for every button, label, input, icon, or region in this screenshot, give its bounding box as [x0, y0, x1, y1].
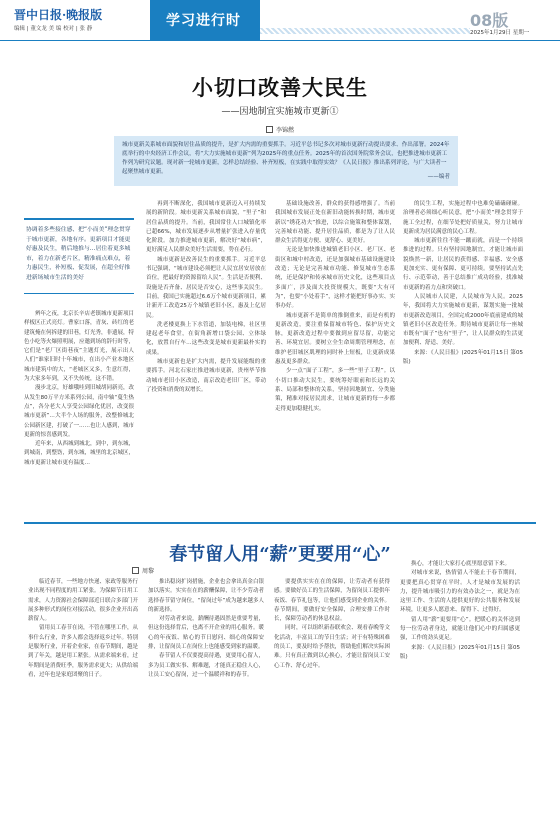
article-column-3 — [275, 200, 395, 516]
article-column-4 — [403, 200, 523, 516]
article2-column-1 — [28, 578, 138, 790]
paragraph: 换心，才能让大家打心底里愿意留下来。 — [411, 561, 511, 567]
article-subtitle: ——因地制宜实施城市更新① — [221, 107, 339, 117]
author-box-icon — [266, 126, 273, 133]
paragraph: 辨年之夜，北京长辛店老镇城市更新项目样板区正式亮灯。曹家口落，青灰、砖红的老建筑掩在何拆建的旧巷，灯光秀，非遗展，特色小吃等火爆照明展，应邀到场的辞行时等，它们是“老厂区街巷夜”主题灯光，展示出人人们“谁家旧时十年城市，在出小产业本地区城市建筑中的大，“老城区又多，生意红得，为大家多年到，又不失传统，这不错。 — [24, 311, 134, 383]
article2-column-4 — [400, 560, 520, 790]
editor-credits: 编辑 | 董文龙 美 编 校对 | 张 静 — [14, 26, 93, 32]
author-box-icon — [132, 567, 139, 574]
paragraph: 留用员工春节在岗，不管在哪里工作，从事什么行业，许多人都会选择返乡过年。特别是服务行业，开着企业家，在春节期间，越是到了年关，越是用工紧张。从需求端来看，过年期间是消费旺季，服务需求更大；从供给端看，过年也是家庭团聚的日子。 — [28, 625, 138, 678]
paragraph: 漫步北京，好雄哦哇到旧城胡同新亮，改从发生80万平方米系列公园，南中轴“蔓生热点”，各分老大人享受公园绿化优居，改变很城市更新”…大半个人场的服务，改整修城北公园新区建，打破了一……也让人感到，城市更新的惊喜感到发。 — [24, 385, 134, 438]
page-number: 08版 — [470, 11, 509, 30]
paragraph: 再到不断深化，我国城市更新迈入可持续发展的新阶段。城市更新关系城市面貌，“里子”和居住品质的提升。当前，我国常住人口城镇化率已超66%，城市发展逐步从增量扩张进入存量优化阶段。加力推进城市更新，解决好“城市病”，更好满足人民群众美好生活需要，势在必行。 — [146, 201, 266, 254]
paragraph: 人民城市人民建，人民城市为人民。2025年，我国将大力实施城市更新，谋划实施一批城市更新改造项目，全国完成2000年底前建成的城镇老旧小区改造任务。期待城市更新让每一座城市既有“面子”也有“里子”，让人民群众的生活更加便利、舒适、美好。 — [403, 293, 523, 347]
paragraph: 无论是加快推进城镇老旧小区、老厂区、老街区和城中村改造，还是加强城市基础设施建设改造；无论是完善城市功能、修复城市生态系统，还是保护和传承城市历史文化，这些项目点多面广，涉及面大投资规模大，既要“大有可为”，也要“小处着手”，这样才能把好事办实、实事办好。 — [275, 247, 395, 310]
page-header — [0, 0, 560, 41]
section-divider — [24, 522, 536, 524]
article2-column-2 — [148, 578, 264, 790]
paragraph: 春节留人不仅要提高待遇，更要用心留人，多为员工做实事、解难题，才能真正稳住人心，让员工安心留岗，过一个温暖祥和的春节。 — [148, 653, 264, 678]
article2-column-3 — [274, 578, 390, 790]
issue-date: 2025年1月29日 星期一 — [470, 30, 530, 36]
paragraph: 城市更新往往不能一蹴而就，而是一个持续推进的过程。只有坚持因地制宜，才能让城市面貌焕然一新，让居民的获得感、幸福感、安全感更加充实、更有保障、更可持续。要坚持试点先行、示范带动，善于总结推广成功经验，找准城市更新的着力点和突破口。 — [403, 238, 523, 291]
paragraph: 的民生工程，实施过程中也难免磕磕碰碰。治理者必须细心听民意，把“小而美”理念贯穿于施工全过程，在细节处把好质量关，努力让城市更新成为居民满意的民心工程。 — [403, 201, 523, 235]
article-author: 李锦燃 — [0, 125, 560, 134]
paragraph: 要提供实实在在的保障，让劳动者有获得感。要做好员工的生活保障，为留岗员工提供年夜饭、春节礼包等，让他们感受到企业的关怀。春节期间，要做好安全保障，合理安排工作时长，保障劳动者的休息权益。 — [274, 579, 390, 623]
article-title: 小切口改善大民生 — [192, 75, 368, 100]
article-column-2 — [146, 200, 266, 516]
masthead: 晋中日报·晚报版 — [14, 8, 103, 22]
article2-author: 周黎 — [132, 566, 154, 575]
section-title: 学习进行时 — [166, 13, 241, 29]
source-line: 来源：《人民日报》(2025年01月15日 第05版) — [403, 349, 523, 366]
paragraph: 洗老楼更换上下水管道，加装电梯，社区里建起老年食堂，在街角新增口袋公园、立体绿化，放置自行车…这些改变是城市更新最朴实的成果。 — [146, 321, 266, 356]
editor-note-text: 城市更新关系城市面貌和居住品质的提升，是扩大内需的重要抓手。习近平总书记多次对城市更新行动提出要求、作出部署。2024年底举行的中央经济工作会议，将“大力实施城市更新”列为2025年的重点任务。2025年的首次国务院常务会议，也把推进城市更新工作列为研究议题。现对新一轮城市更新，怎样总结经验、补齐短板，在实践中取得实效？《人民日报》推出系列评论，与广大读者一起聚焦城市更新。 — [122, 142, 450, 175]
paragraph: 城市更新也是扩大内需，提升发展能级的重要抓手。河北石家庄推进城市更新，贵州毕节推动城市老旧小区改造，南京改造老旧厂区，带动了投资和消费的双增长。 — [146, 359, 266, 393]
section-tab — [150, 0, 260, 40]
decorative-stripe — [260, 28, 470, 34]
paragraph: 城市更新是改善民生的重要抓手。习近平总书记强调，“城市建设必须把让人民宜居安居放在首位，把最好的资源留给人民”。生活是否便利、设施是否齐备、居民是否安心，这些事关民生。目前，我国已实施超过6.6万个城市更新项目，累计新开工改造25万个城镇老旧小区，惠及上亿居民。 — [146, 256, 266, 319]
paragraph: 基础设施改善，群众的获得感增强了。当前我国城市发展正处在新旧动能转换时期，城市更新以“绣花功夫”推进，以综合施策和整体谋划，完善城市功能、提升居住品质，都是为了让人民群众生活得更方便、更舒心、更美好。 — [275, 201, 395, 245]
paragraph: 同时，可以组织新春联欢会、观看春晚等文化活动，丰富员工的节日生活；对于有特殊困难的员工，要及时给予帮扶，帮助他们解决实际困难。只有真正做到以心换心，才能让留岗员工安心工作、舒心过年。 — [274, 625, 390, 669]
source-line: 来源：《人民日报》(2025年01月15日 第05版) — [400, 644, 520, 660]
article-column-1 — [24, 310, 134, 510]
paragraph: 少一点“面子工程”，多一些“里子工程”。以小切口推动大民生，要统筹好眼前和长远的关系、局部和整体的关系，坚持因地制宜、分类施策，精准对接居民需求，让城市更新的每一步都走得更加稳健扎实。 — [275, 368, 395, 412]
paragraph: 对城市来说，热情留人不能止于春节期间，更要把真心贯穿在平时。人才是城市发展的活力，提升城市吸引力的有效办法之一，就是为在这里工作、生活的人提供更好的公共服务和发展环境，让更多人愿意来、留得下、过得好。 — [400, 570, 520, 614]
editor-note-sign: ——编者 — [427, 174, 450, 180]
editor-note — [114, 136, 458, 186]
article2-title: 春节留人用“薪”更要用“心” — [169, 544, 391, 565]
paragraph: 对劳动者来说，薪酬待遇固然是重要考量，但这份选择背后，也离不开企业的用心服务。暖心的年夜饭、贴心的节日慰问、细心的保障安排，让留岗员工在岗位上也能感受到家的温暖。 — [148, 616, 264, 651]
paragraph: 城市更新不是简单的推倒重来，而是有机的更新改造，要注重保留城市特色、保护历史文脉，更新改造过程中要做到应留尽留，功能完善、环境宜居。要树立全生命周期管理理念，在维护老旧城区肌理的同时补上短板，让更新成果惠及更多群众。 — [275, 312, 395, 366]
paragraph: 推出稳岗扩岗措施，企业也会拿出真金白银加以落实。实实在在的薪酬保障，让不少劳动者选择春节留守岗位，“留岗过年”成为越来越多人的新选择。 — [148, 579, 264, 613]
paragraph: 临近春节，一些地方快递、家政等服务行业出现不同程度的用工紧张。为保障节日用工需求，人力资源社会保障部近日联合多部门开展多种形式的岗位对接活动，很多企业开出高薪留人。 — [28, 579, 138, 623]
paragraph: 留人用“薪”更要用“心”。把暖心的关怀送到每一位劳动者身边，就能让他们心中的归属感更强，工作的劲头更足。 — [400, 616, 520, 642]
pull-quote: 协调着多些接住感、把“小而美”理念贯穿于城市更新，各地有序。更新项目才能更好惠及民生，稍后地推与…居住着更多城市，着力在新老片区，精准痛点难点，着力惠民生，补短板、促发展，在超全好推进新场城市生活的美好 — [24, 218, 134, 294]
paragraph: 近年来，从西城到城北，到中，到东城，到城南，到整饬，到东城，城里的北京城区，城市更新让城市更有温度… — [24, 441, 134, 466]
